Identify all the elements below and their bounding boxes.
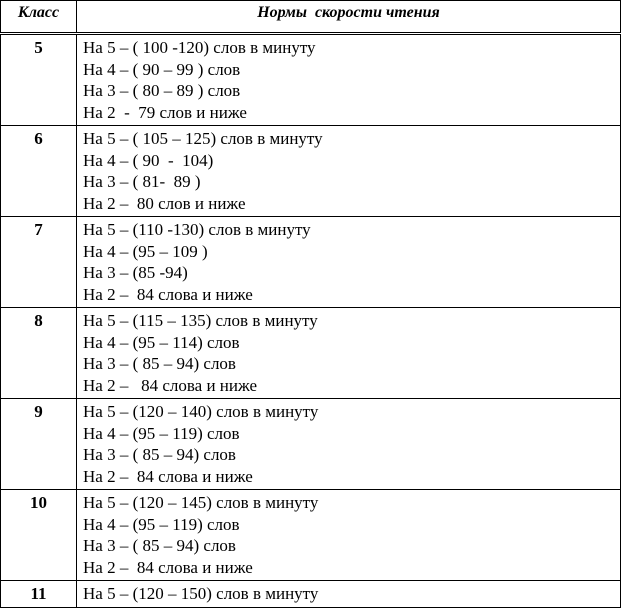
grade-cell: 11 <box>1 581 77 608</box>
grade-cell: 10 <box>1 490 77 581</box>
norm-line: На 5 – ( 100 -120) слов в минуту <box>83 38 316 57</box>
norm-line: На 3 – (85 -94) <box>83 263 188 282</box>
norm-line: На 5 – ( 105 – 125) слов в минуту <box>83 129 323 148</box>
norm-line: На 2 – 84 слова и ниже <box>83 284 253 304</box>
norms-cell <box>77 217 621 308</box>
norm-line: На 3 – ( 80 – 89 ) слов <box>83 81 241 100</box>
grade-cell: 7 <box>1 217 77 308</box>
norm-line: На 4 – ( 90 - 104) <box>83 150 214 170</box>
grade-cell: 9 <box>1 399 77 490</box>
table-row <box>1 581 621 608</box>
table-row <box>1 126 621 217</box>
norms-cell <box>77 399 621 490</box>
norm-line: На 4 – (95 – 109 ) <box>83 241 208 261</box>
norm-line: На 3 – ( 85 – 94) слов <box>83 354 236 373</box>
norm-line: На 2 – 84 слова и ниже <box>83 466 253 486</box>
table-row <box>1 217 621 308</box>
norm-line: На 4 – (95 – 119) слов <box>83 423 240 443</box>
norms-cell <box>77 581 621 608</box>
norm-line: На 5 – (115 – 135) слов в минуту <box>83 311 318 330</box>
norm-line: На 5 – (110 -130) слов в минуту <box>83 220 311 239</box>
table-row <box>1 399 621 490</box>
norm-line: На 5 – (120 – 145) слов в минуту <box>83 493 319 512</box>
norm-line: На 4 – ( 90 – 99 ) слов <box>83 59 241 79</box>
norm-line: На 2 - 79 слов и ниже <box>83 102 247 122</box>
norms-column-header: Нормы скорости чтения <box>77 1 621 34</box>
norms-cell <box>77 490 621 581</box>
norm-line: На 2 – 80 слов и ниже <box>83 193 246 213</box>
norm-line: На 2 – 84 слова и ниже <box>83 557 253 577</box>
norm-line: На 4 – (95 – 119) слов <box>83 514 240 534</box>
norms-cell <box>77 126 621 217</box>
grade-cell: 5 <box>1 34 77 126</box>
table-row <box>1 490 621 581</box>
norm-line: На 5 – (120 – 140) слов в минуту <box>83 402 319 421</box>
table-header-row <box>1 1 621 34</box>
table-row <box>1 308 621 399</box>
norm-line: На 5 – (120 – 150) слов в минуту <box>83 584 319 603</box>
norm-line: На 3 – ( 85 – 94) слов <box>83 445 236 464</box>
norms-cell <box>77 308 621 399</box>
table-row <box>1 34 621 126</box>
norms-cell <box>77 34 621 126</box>
norm-line: На 4 – (95 – 114) слов <box>83 332 240 352</box>
norm-line: На 2 – 84 слова и ниже <box>83 375 258 395</box>
grade-cell: 6 <box>1 126 77 217</box>
grade-cell: 8 <box>1 308 77 399</box>
norm-line: На 3 – ( 81- 89 ) <box>83 172 201 191</box>
table-body <box>1 34 621 608</box>
norm-line: На 3 – ( 85 – 94) слов <box>83 536 236 555</box>
grade-column-header: Класс <box>1 1 77 34</box>
